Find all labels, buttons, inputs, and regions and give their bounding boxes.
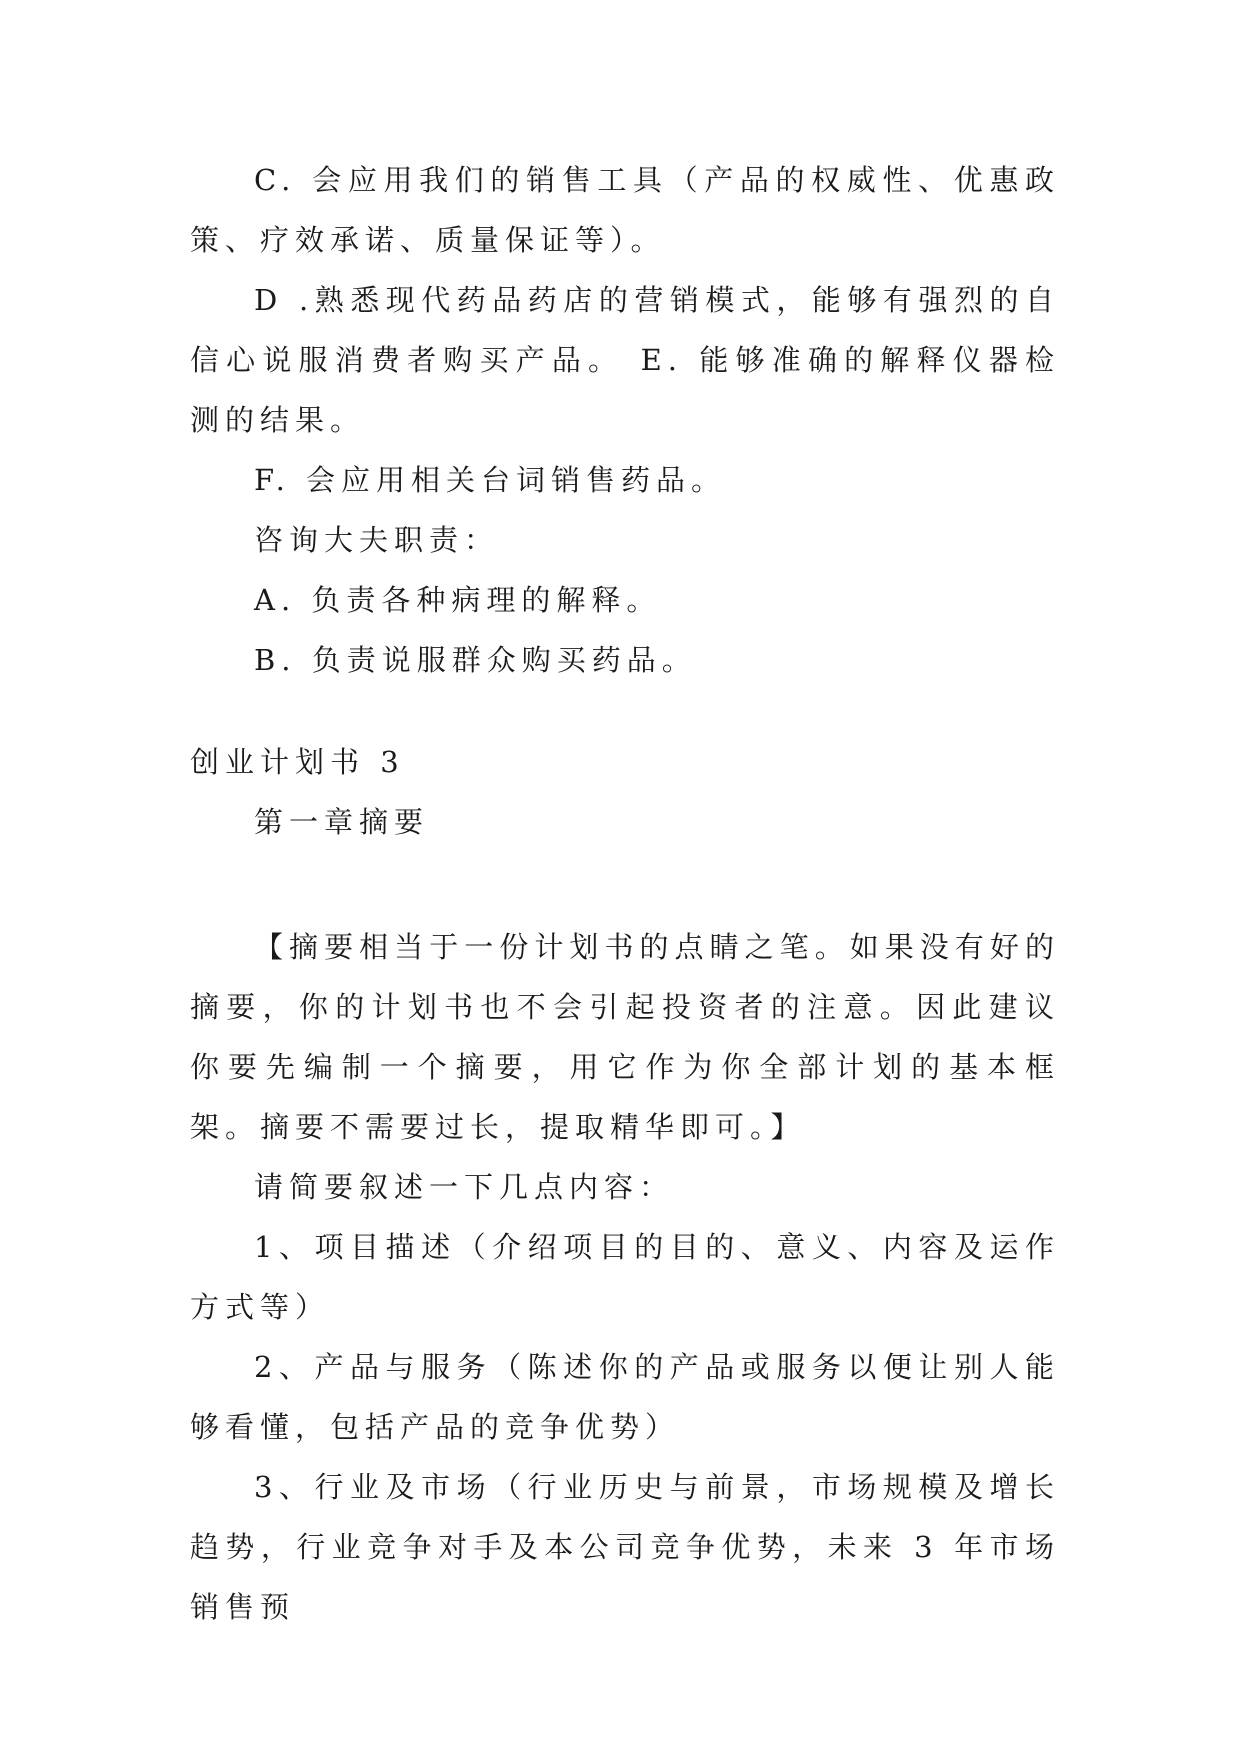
pathology-explanation-item: A. 负责各种病理的解释。 (254, 583, 662, 617)
sales-tools-item: C. 会应用我们的销售工具（产品的权威性、优惠政策、疗效承诺、质量保证等）。 (190, 163, 1060, 257)
chapter-title: 第一章摘要 (254, 805, 430, 839)
script-sales-item: F. 会应用相关台词销售药品。 (254, 463, 727, 497)
persuade-purchase-item: B. 负责说服群众购买药品。 (254, 643, 697, 677)
consultant-duties-heading: 咨询大夫职责： (254, 523, 500, 557)
plan-title: 创业计划书 3 (190, 745, 405, 779)
document-page (190, 150, 1060, 1637)
product-service-point: 2、产品与服务（陈述你的产品或服务以便让别人能够看懂，包括产品的竞争优势） (190, 1350, 1060, 1444)
industry-market-point: 3、行业及市场（行业历史与前景，市场规模及增长趋势，行业竞争对手及本公司竞争优势，未来 3 年市场销售预 (190, 1470, 1060, 1624)
summary-note: 【摘要相当于一份计划书的点睛之笔。如果没有好的摘要，你的计划书也不会引起投资者的注意。因此建议你要先编制一个摘要，用它作为你全部计划的基本框架。摘要不需要过长，提取精华即可。】 (190, 930, 1060, 1144)
summary-intro: 请简要叙述一下几点内容： (254, 1170, 675, 1204)
marketing-mode-item: D .熟悉现代药品药店的营销模式，能够有强烈的自信心说服消费者购买产品。 E. 能够准确的解释仪器检测的结果。 (190, 283, 1060, 437)
project-description-point: 1、项目描述（介绍项目的目的、意义、内容及运作方式等） (190, 1230, 1060, 1324)
